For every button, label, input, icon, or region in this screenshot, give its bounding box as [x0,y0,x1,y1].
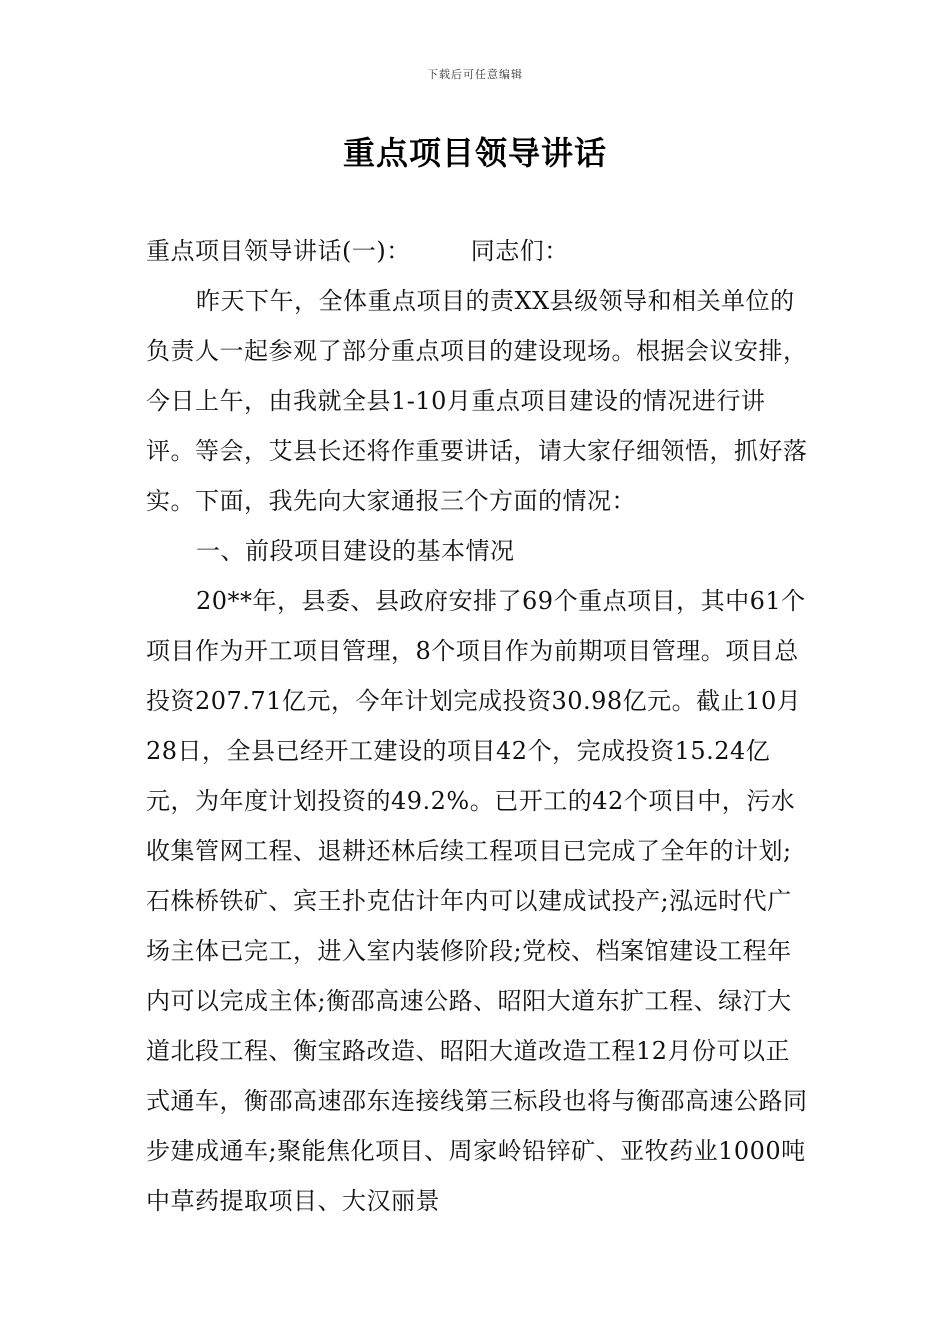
header-note: 下载后可任意编辑 [427,68,523,81]
intro-label: 重点项目领导讲话(一)： [146,237,411,265]
document-title: 重点项目领导讲话 [342,134,607,172]
salutation: 同志们： [470,237,569,265]
paragraph-opening: 昨天下午，全体重点项目的责XX县级领导和相关单位的负责人一起参观了部分重点项目的建设现场。根据会议安排，今日上午，由我就全县1-10月重点项目建设的情况进行讲评。等会，艾县长还将作重要讲话，请大家仔细领悟，抓好落实。下面，我先向大家通报三个方面的情况： [146,287,808,515]
intro-line [146,226,810,276]
section-heading: 一、前段项目建设的基本情况 [196,537,515,565]
document-body [146,226,810,1226]
paragraph-section-1: 20**年，县委、县政府安排了69个重点项目，其中61个项目作为开工项目管理，8个项目作为前期项目管理。项目总投资207.71亿元，今年计划完成投资30.98亿元。截止10月28日，全县已经开工建设的项目42个，完成投资15.24亿元，为年度计划投资的49.2%。已开工的42个项目中，污水收集管网工程、退耕还林后续工程项目已完成了全年的计划;石株桥铁矿、宾王扑克估计年内可以建成试投产;泓远时代广场主体已完工，进入室内装修阶段;党校、档案馆建设工程年内可以完成主体;衡邵高速公路、昭阳大道东扩工程、绿汀大道北段工程、衡宝路改造、昭阳大道改造工程12月份可以正式通车，衡邵高速邵东连接线第三标段也将与衡邵高速公路同步建成通车;聚能焦化项目、周家岭铅锌矿、亚牧药业1000吨中草药提取项目、大汉丽景 [146,587,808,1215]
